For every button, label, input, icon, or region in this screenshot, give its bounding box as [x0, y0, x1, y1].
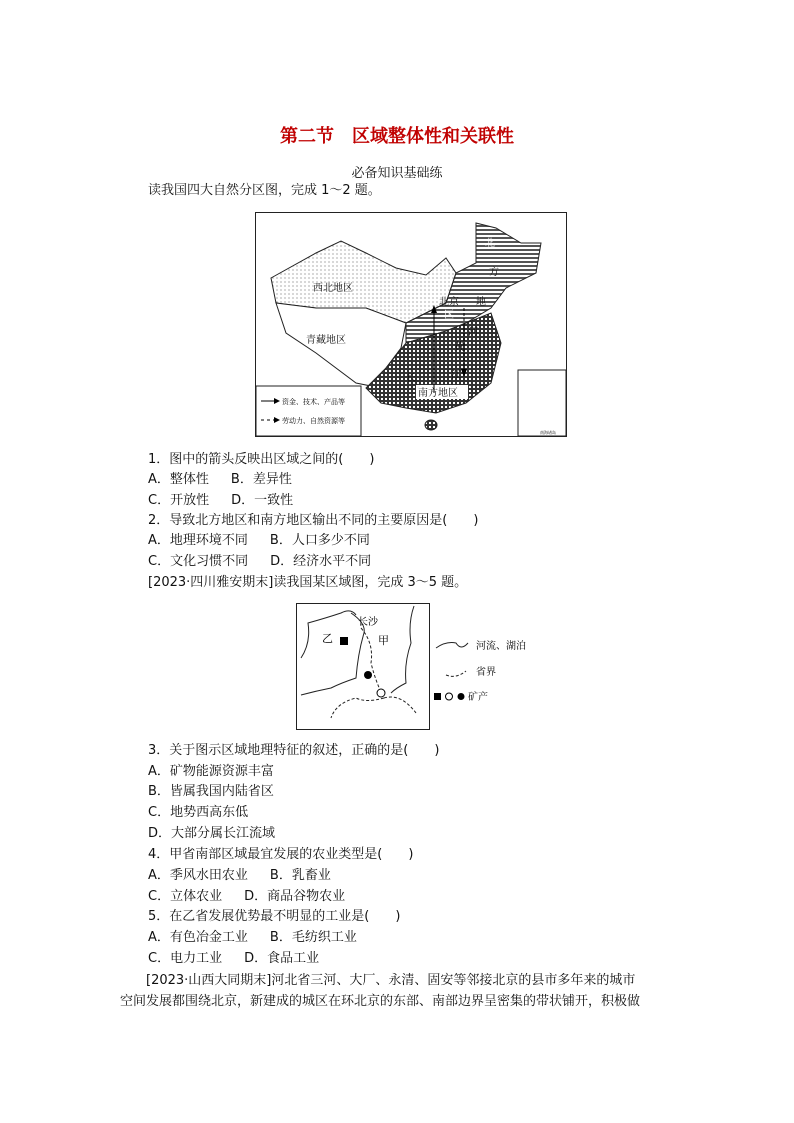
- q4-option-d[interactable]: D．商品谷物农业: [244, 889, 346, 904]
- label-chang: 长: [406, 373, 416, 384]
- q1-stem: 1．图中的箭头反映出区域之间的( ): [148, 452, 375, 467]
- inset-label: 南海诸岛: [540, 430, 556, 435]
- q2-options-2: [148, 554, 371, 570]
- q4-option-b[interactable]: B．乳畜业: [269, 868, 331, 883]
- subtitle: 必备知识基础练: [351, 166, 443, 181]
- legend-border: 省界: [476, 667, 496, 678]
- label-huang: 黄: [454, 342, 464, 353]
- q1-option-d[interactable]: D．一致性: [231, 493, 294, 508]
- q5-option-d[interactable]: D．食品工业: [244, 951, 320, 966]
- q3-option-b[interactable]: B．皆属我国内陆省区: [148, 784, 274, 799]
- q2-stem: 2．导致北方地区和南方地区输出不同的主要原因是( ): [148, 513, 479, 528]
- label-beijing: 北京: [439, 297, 459, 308]
- q1-option-a[interactable]: A．整体性: [148, 472, 209, 487]
- label-northwest: 西北地区: [313, 283, 353, 294]
- label-north-1: 北: [485, 238, 495, 249]
- q1-option-c[interactable]: C．开放性: [148, 493, 210, 508]
- label-south: 南方地区: [418, 388, 458, 399]
- legend-river: 河流、湖泊: [476, 641, 526, 652]
- label-jia: 甲: [378, 634, 389, 647]
- intro-1: 读我国四大自然分区图，完成 1～2 题。: [148, 183, 381, 198]
- label-he: 河: [468, 327, 478, 338]
- legend-mineral: 矿产: [468, 692, 488, 703]
- section-title: 第二节 区域整体性和关联性: [280, 126, 514, 147]
- legend-solid: 资金、技术、产品等: [282, 398, 345, 406]
- label-jiang: 江: [451, 370, 461, 381]
- paragraph-line-2: 空间发展都围绕北京，新建成的城区在环北京的东部、南部边界呈密集的带状铺开，积极做: [120, 994, 641, 1009]
- q1-option-b[interactable]: B．差异性: [230, 472, 292, 487]
- q1-options: [148, 472, 292, 488]
- china-regions-map: [255, 212, 567, 437]
- q4-options: [148, 868, 331, 884]
- q2-option-d[interactable]: D．经济水平不同: [270, 554, 372, 569]
- region-map: [296, 603, 536, 731]
- label-yi: 乙: [322, 632, 333, 645]
- q5-option-a[interactable]: A．有色冶金工业: [148, 930, 248, 945]
- q4-option-c[interactable]: C．立体农业: [148, 889, 223, 904]
- label-north-3: 地: [476, 297, 486, 308]
- legend-dashed: 劳动力、自然资源等: [282, 417, 345, 425]
- q2-options: [148, 533, 370, 549]
- q5-option-c[interactable]: C．电力工业: [148, 951, 223, 966]
- q5-option-b[interactable]: B．毛纺织工业: [269, 930, 357, 945]
- q4-option-a[interactable]: A．季风水田农业: [148, 868, 248, 883]
- q1-options-2: [148, 493, 293, 509]
- q4-options-2: [148, 889, 345, 905]
- label-qingzang: 青藏地区: [306, 335, 346, 346]
- label-north-4: 区: [444, 310, 454, 321]
- q2-option-c[interactable]: C．文化习惯不同: [148, 554, 249, 569]
- q3-stem: 3．关于图示区域地理特征的叙述，正确的是( ): [148, 743, 440, 758]
- q5-options-2: [148, 951, 319, 967]
- mineral-icon-1: [340, 637, 348, 645]
- label-changsha: 长沙: [358, 617, 378, 628]
- mineral-icon-3: [377, 689, 385, 697]
- paragraph-line-1: [2023·山西大同期末]河北省三河、大厂、永清、固安等邻接北京的县市多年来的城市: [146, 973, 636, 988]
- label-north-2: 方: [489, 267, 499, 278]
- q3-option-d[interactable]: D．大部分属长江流域: [148, 826, 276, 841]
- q2-option-a[interactable]: A．地理环境不同: [148, 533, 248, 548]
- q5-stem: 5．在乙省发展优势最不明显的工业是( ): [148, 909, 401, 924]
- q4-stem: 4．甲省南部区域最宜发展的农业类型是( ): [148, 847, 414, 862]
- q3-option-a[interactable]: A．矿物能源资源丰富: [148, 764, 274, 779]
- q3-option-c[interactable]: C．地势西高东低: [148, 805, 249, 820]
- intro-2: [2023·四川雅安期末]读我国某区域图，完成 3～5 题。: [148, 575, 468, 590]
- mineral-icon-2: [364, 671, 372, 679]
- q5-options: [148, 930, 357, 946]
- q2-option-b[interactable]: B．人口多少不同: [269, 533, 370, 548]
